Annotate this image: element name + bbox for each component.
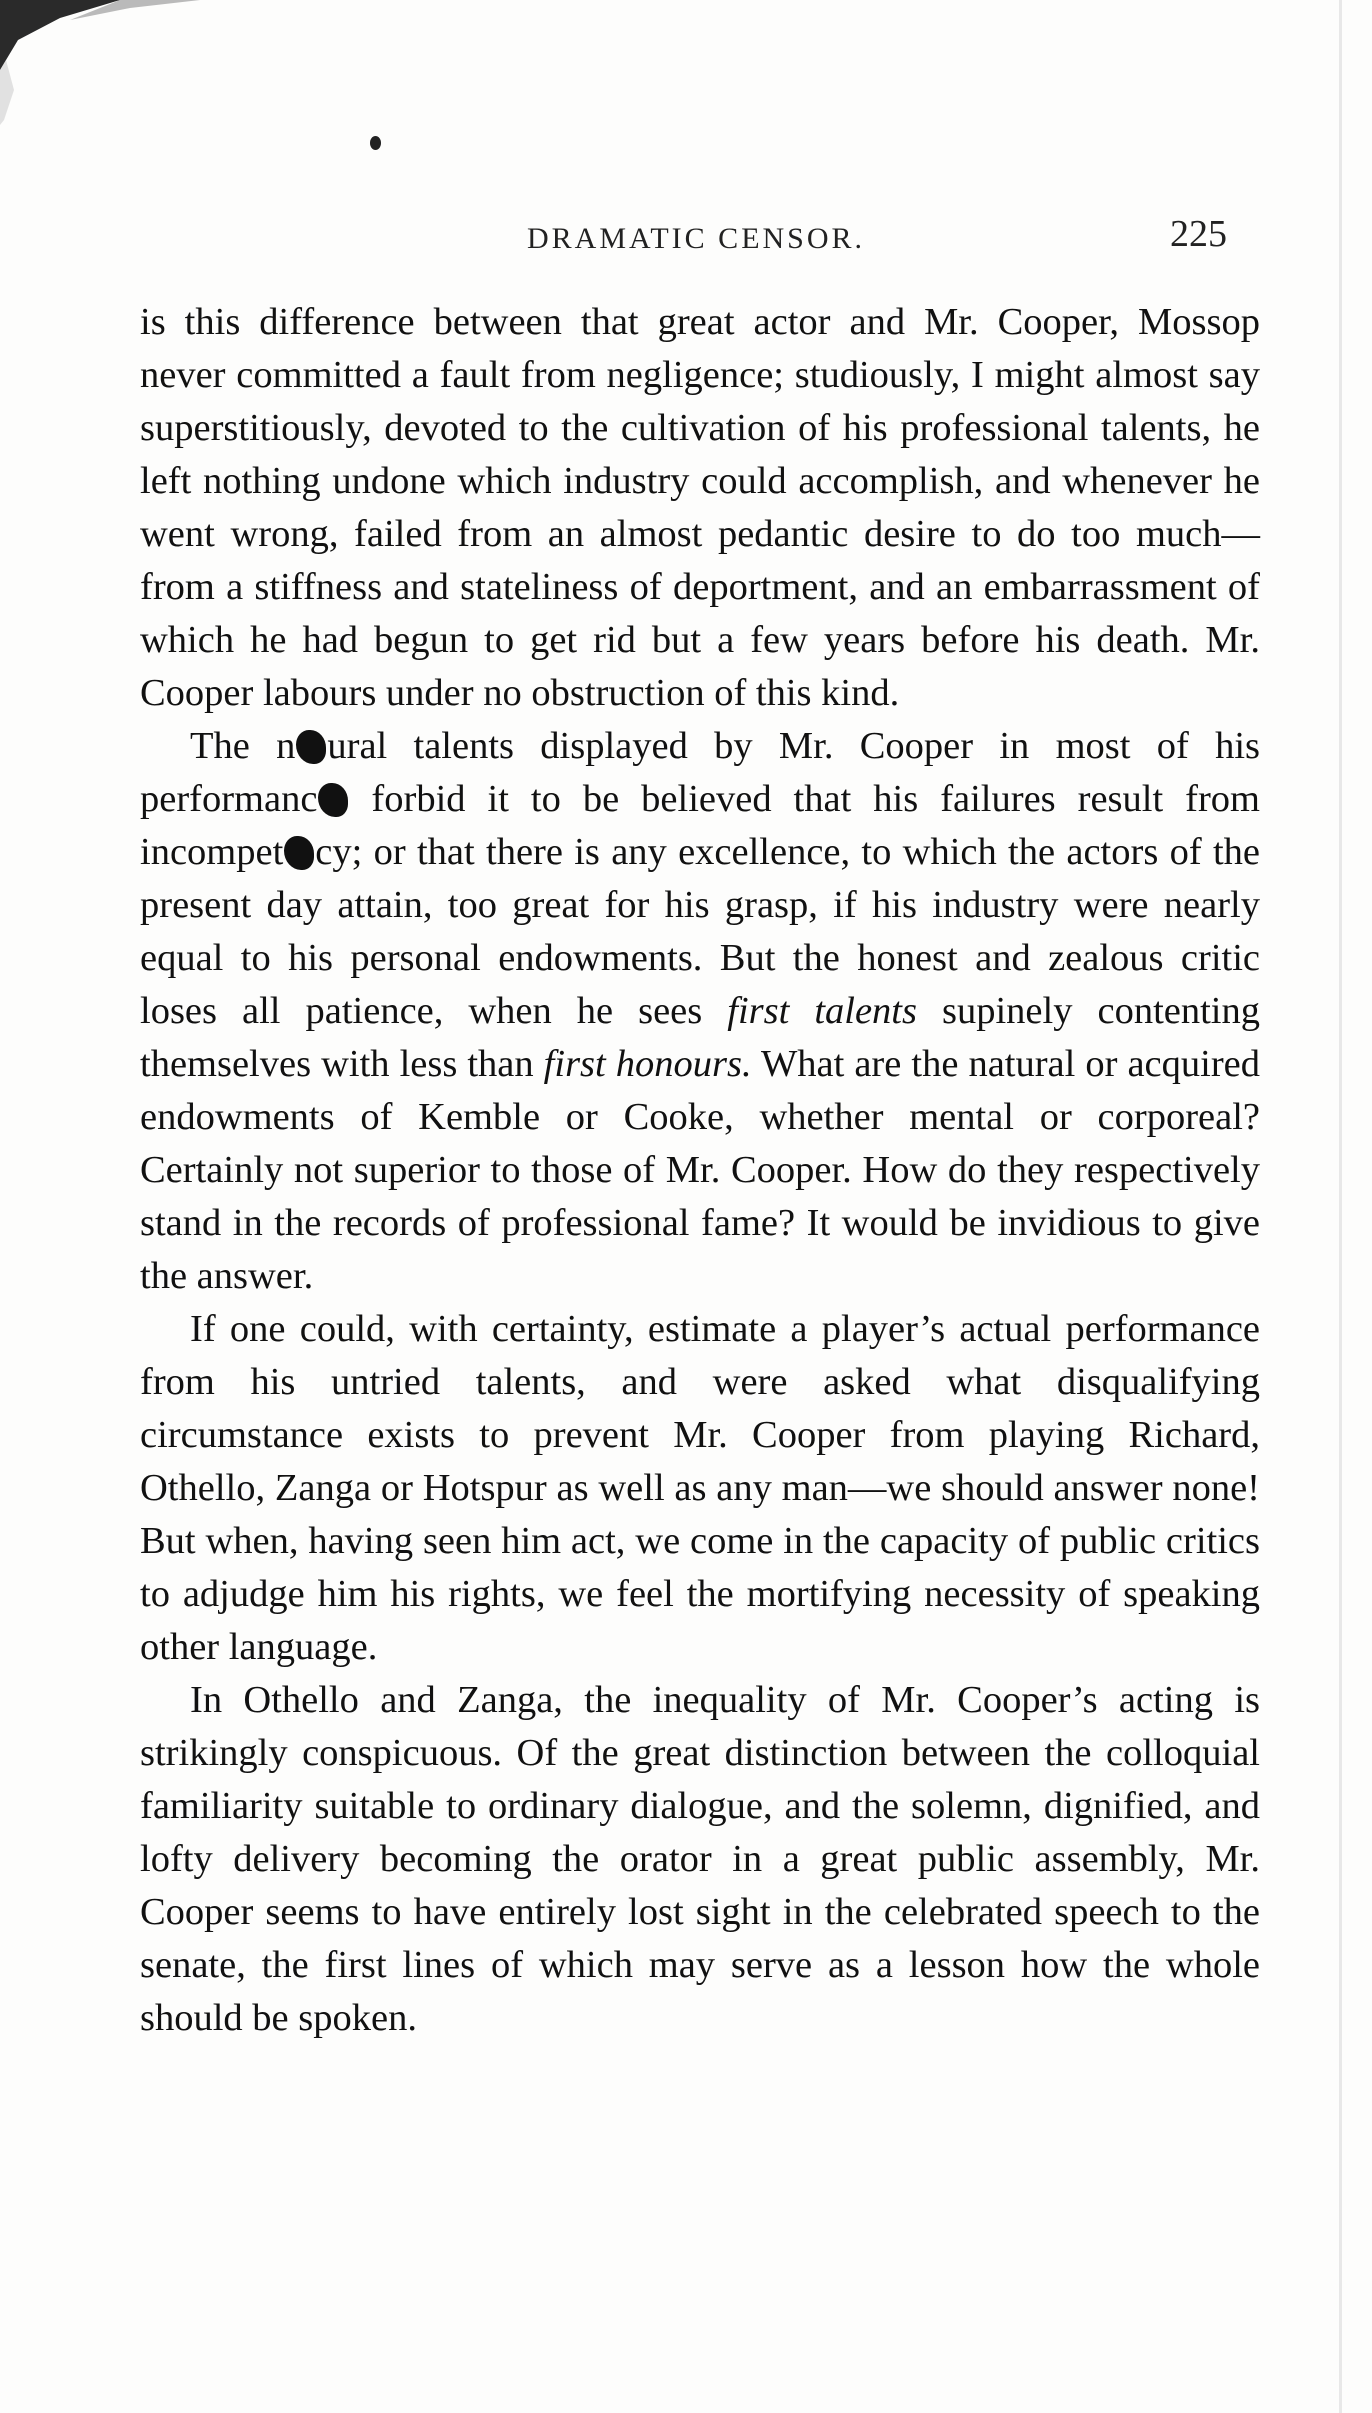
italic-first-honours: first honours. <box>543 1043 752 1085</box>
ink-blot <box>284 836 314 870</box>
paragraph-2-seg-4: cy; or that there is any excellence, to which the actors of the present day attain, too great for his grasp, if his industry were nearly equal to his personal endowments. But the honest and zealous critic loses all patience, when he sees <box>140 831 1260 1032</box>
paragraph-2 <box>140 720 1260 1303</box>
italic-first-talents: first talents <box>727 990 917 1032</box>
paragraph-2-seg-2: ural talents displayed by Mr. Cooper in most of his performanc <box>140 725 1261 820</box>
ink-speck <box>370 136 381 150</box>
page-edge-shadow <box>1339 0 1342 2413</box>
ink-blot <box>296 730 326 764</box>
page-number: 225 <box>1170 213 1227 255</box>
running-title: DRAMATIC CENSOR. <box>527 222 866 255</box>
paragraph-4: In Othello and Zanga, the inequality of Mr. Cooper’s acting is strikingly conspicuous. Of the great distinction between the colloquial familiarity suitable to ordinary dialogue, and the solemn, dignified, and lofty delivery becoming the orator in a great public assembly, Mr. Cooper seems to have entirely lost sight in the celebrated speech to the senate, the first lines of which may serve as a lesson how the whole should be spoken. <box>140 1679 1260 2039</box>
paragraph-2-seg-6: What are the natural or acquired endowments of Kemble or Cooke, whether mental or corporeal? Certainly not superior to those of Mr. Cooper. How do they respectively stand in the records of professional fame? It would be invidious to give the answer. <box>140 1043 1260 1297</box>
paragraph-3: If one could, with certainty, estimate a player’s actual performance from his untried talents, and were asked what disqualifying circumstance exists to prevent Mr. Cooper from playing Richard, Othello, Zanga or Hotspur as well as any man—we should answer none! But when, having seen him act, we come in the capacity of public critics to adjudge him his rights, we feel the mortifying necessity of speaking other language. <box>140 1308 1260 1668</box>
paragraph-2-seg-5: supinely contenting themselves with less than <box>140 990 1260 1085</box>
ink-blot <box>318 783 348 817</box>
paragraph-2-seg-3: forbid it to be believed that his failures result from incompet <box>140 778 1260 873</box>
paragraph-1: is this difference between that great actor and Mr. Cooper, Mossop never committed a fault from negligence; studiously, I might almost say superstitiously, devoted to the cultivation of his professional talents, he left nothing undone which industry could accomplish, and whenever he went wrong, failed from an almost pedantic desire to do too much—from a stiffness and stateliness of deportment, and an embarrassment of which he had begun to get rid but a few years before his death. Mr. Cooper labours under no obstruction of this kind. <box>140 301 1260 714</box>
scan-shadow-corner <box>0 0 240 150</box>
paragraph-2-seg-1: The n <box>190 725 296 767</box>
body-text <box>140 296 1260 2045</box>
